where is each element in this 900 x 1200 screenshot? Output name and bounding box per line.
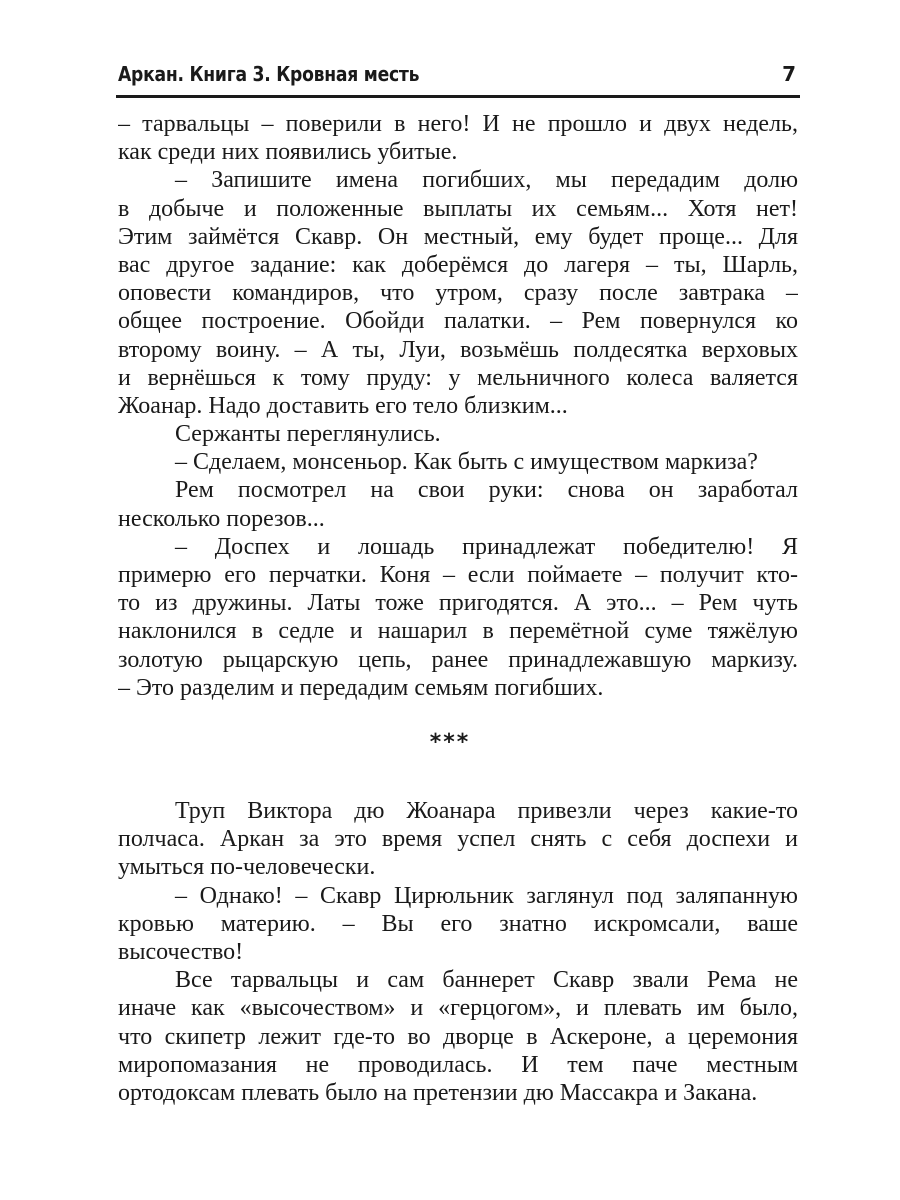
book-title: Аркан. Книга 3. Кровная месть <box>118 62 420 86</box>
paragraph <box>118 166 798 420</box>
running-header <box>118 58 798 92</box>
paragraph <box>118 533 798 702</box>
paragraph <box>118 882 798 967</box>
text-line: Сержанты переглянулись. <box>175 421 441 448</box>
text-line: Рем посмотрел на свои руки: снова он заработал <box>175 477 798 504</box>
text-line: – Это разделим и передадим семьям погибших. <box>118 674 604 701</box>
text-line: общее построение. Обойди палатки. – Рем повернулся ко <box>118 308 798 335</box>
text-line: – Однако! – Скавр Цирюльник заглянул под заляпанную <box>175 882 798 909</box>
paragraph <box>118 476 798 532</box>
text-line: и вернёшься к тому пруду: у мельничного колеса валяется <box>118 364 798 391</box>
text-line: как среди них появились убитые. <box>118 139 458 166</box>
text-line: в добыче и положенные выплаты их семьям... Хотя нет! <box>118 195 798 222</box>
text-line: кровью материю. – Вы его знатно искромсали, ваше <box>118 910 798 937</box>
text-line: – Сделаем, монсеньор. Как быть с имуществом маркиза? <box>175 449 758 476</box>
text-line: второму воину. – А ты, Луи, возьмёшь полдесятка верховых <box>118 336 798 363</box>
text-section-2 <box>118 797 798 1107</box>
text-line: примерю его перчатки. Коня – если поймаете – получит кто- <box>118 562 798 588</box>
text-line: Труп Виктора дю Жоанара привезли через какие-то <box>175 798 798 824</box>
text-line: высочество! <box>118 938 244 965</box>
text-line: миропомазания не проводилась. И тем паче местным <box>118 1051 798 1078</box>
text-line: наклонился в седле и нашарил в перемётной суме тяжёлую <box>118 618 798 645</box>
section-separator: *** <box>429 730 471 755</box>
paragraph <box>118 420 798 448</box>
paragraph <box>118 797 798 882</box>
paragraph <box>118 110 798 166</box>
text-line: умыться по-человечески. <box>118 854 376 881</box>
text-line: полчаса. Аркан за это время успел снять с себя доспехи и <box>118 826 798 853</box>
text-line: что скипетр лежит где-то во дворце в Аскероне, а церемония <box>118 1023 798 1050</box>
paragraph <box>118 448 798 476</box>
text-line: золотую рыцарскую цепь, ранее принадлежавшую маркизу. <box>118 646 798 673</box>
text-line: Жоанар. Надо доставить его тело близким... <box>118 392 568 419</box>
text-line: – тарвальцы – поверили в него! И не прошло и двух недель, <box>118 111 798 137</box>
text-line: Этим займётся Скавр. Он местный, ему будет проще... Для <box>118 223 798 250</box>
text-line: ортодоксам плевать было на претензии дю Массакра и Закана. <box>118 1079 758 1106</box>
text-line: – Доспех и лошадь принадлежат победителю! Я <box>175 533 798 560</box>
text-line: иначе как «высочеством» и «герцогом», и плевать им было, <box>118 995 798 1022</box>
text-line: несколько порезов... <box>118 505 325 532</box>
text-line: то из дружины. Латы тоже пригодятся. А это... – Рем чуть <box>118 590 798 617</box>
text-line: оповести командиров, что утром, сразу после завтрака – <box>118 280 798 307</box>
page-number: 7 <box>782 62 796 86</box>
header-rule <box>116 95 800 98</box>
text-line: – Запишите имена погибших, мы передадим долю <box>175 167 798 194</box>
paragraph <box>118 966 798 1107</box>
text-section-1 <box>118 110 798 702</box>
text-line: Все тарвальцы и сам баннерет Скавр звали Рема не <box>175 967 798 994</box>
text-line: вас другое задание: как доберёмся до лагеря – ты, Шарль, <box>118 251 798 278</box>
